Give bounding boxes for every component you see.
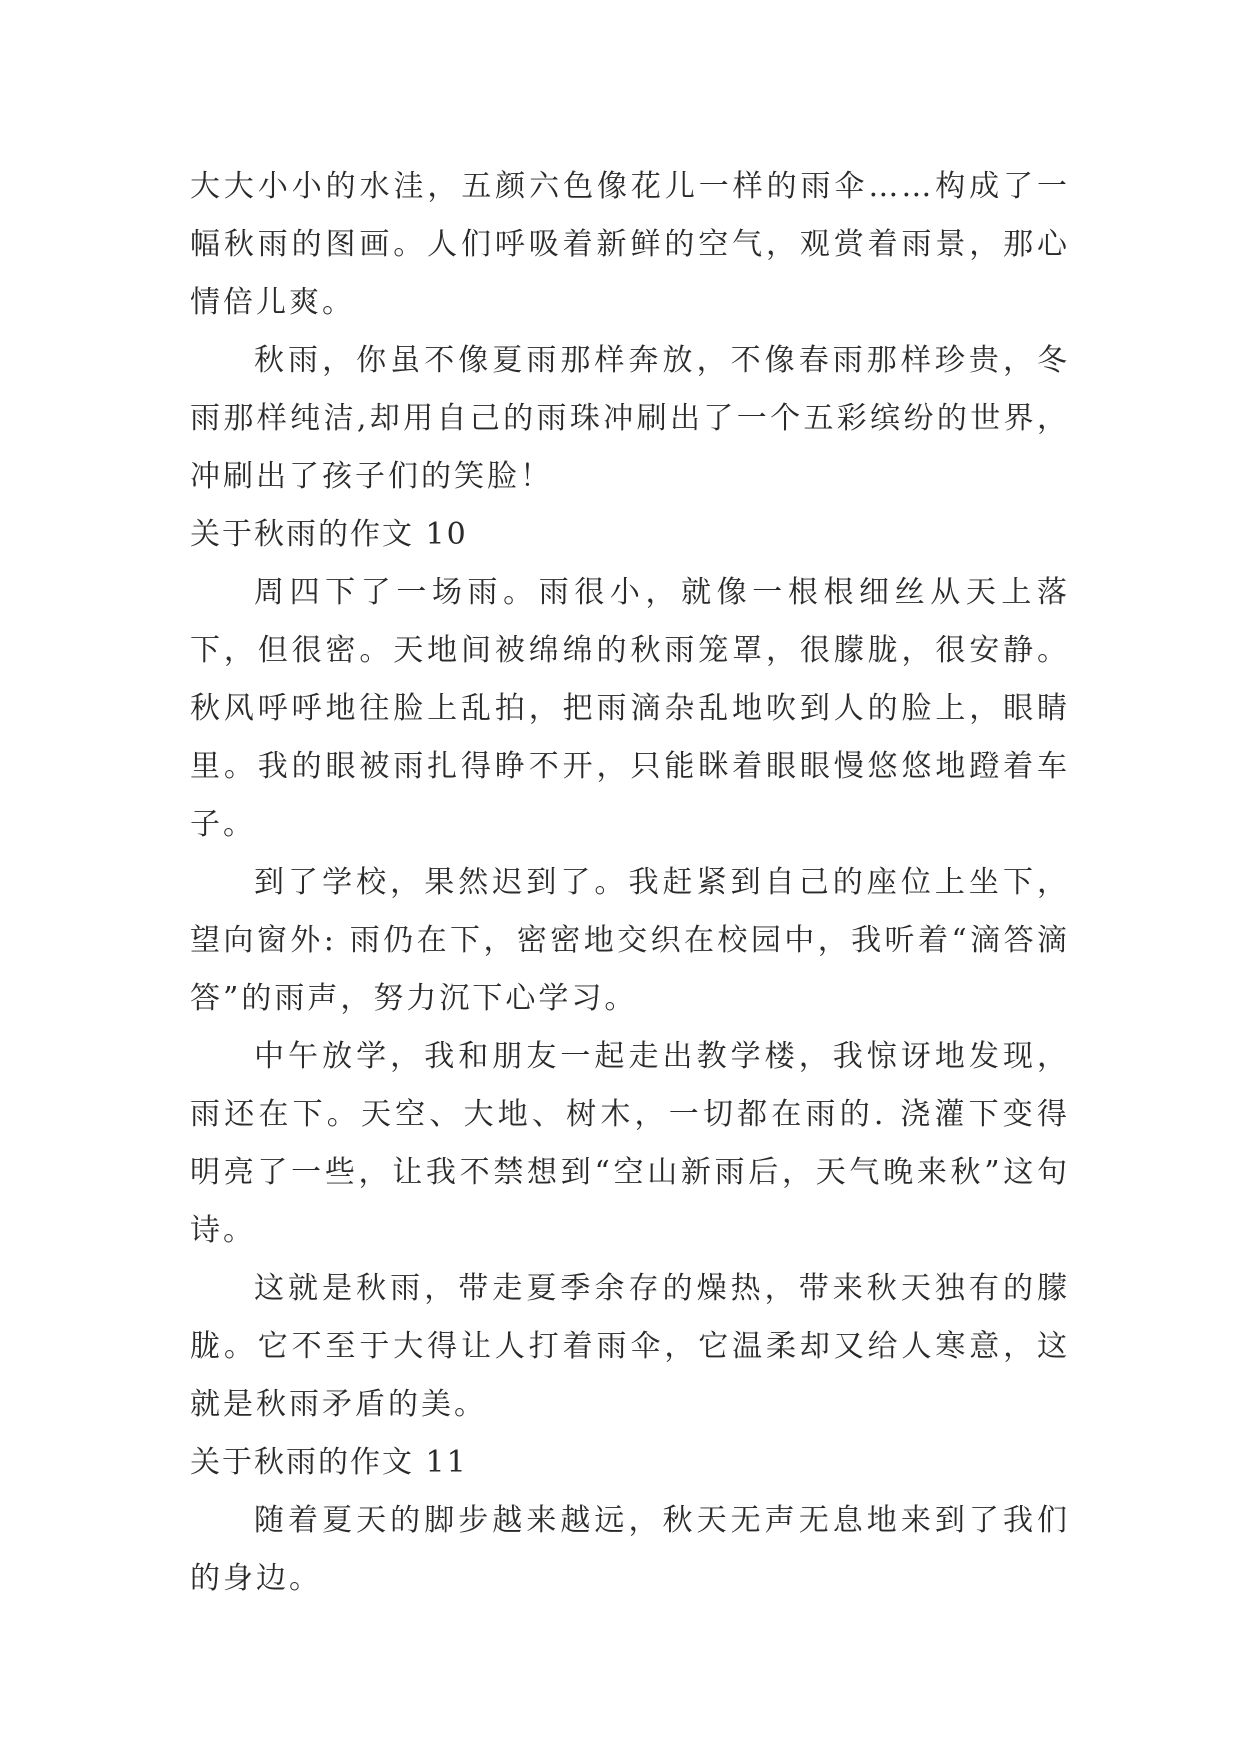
paragraph: 周四下了一场雨。雨很小，就像一根根细丝从天上落下，但很密。天地间被绵绵的秋雨笼罩，很朦胧，很安静。秋风呼呼地往脸上乱拍，把雨滴杂乱地吹到人的脸上，眼睛里。我的眼被雨扎得睁不开，只能眯着眼眼慢悠悠地蹬着车子。 [190,575,1070,842]
paragraph: 到了学校，果然迟到了。我赶紧到自己的座位上坐下，望向窗外: 雨仍在下，密密地交织在校园中，我听着“滴答滴答”的雨声，努力沉下心学习。 [190,865,1070,1016]
paragraph: 大大小小的水洼，五颜六色像花儿一样的雨伞……构成了一幅秋雨的图画。人们呼吸着新鲜的空气，观赏着雨景，那心情倍儿爽。 [190,169,1070,320]
paragraph: 随着夏天的脚步越来越远，秋天无声无息地来到了我们的身边。 [190,1503,1070,1596]
paragraph: 这就是秋雨，带走夏季余存的燥热，带来秋天独有的朦胧。它不至于大得让人打着雨伞，它温柔却又给人寒意，这就是秋雨矛盾的美。 [190,1271,1070,1422]
document-body [190,158,1070,1608]
section-heading: 关于秋雨的作文 10 [190,517,468,552]
section-heading: 关于秋雨的作文 11 [190,1445,468,1480]
paragraph: 中午放学，我和朋友一起走出教学楼，我惊讶地发现，雨还在下。天空、大地、树木，一切都在雨的. 浇灌下变得明亮了一些，让我不禁想到“空山新雨后，天气晚来秋”这句诗。 [190,1039,1070,1248]
paragraph: 秋雨，你虽不像夏雨那样奔放，不像春雨那样珍贵，冬雨那样纯洁,却用自己的雨珠冲刷出了一个五彩缤纷的世界，冲刷出了孩子们的笑脸！ [190,343,1070,494]
